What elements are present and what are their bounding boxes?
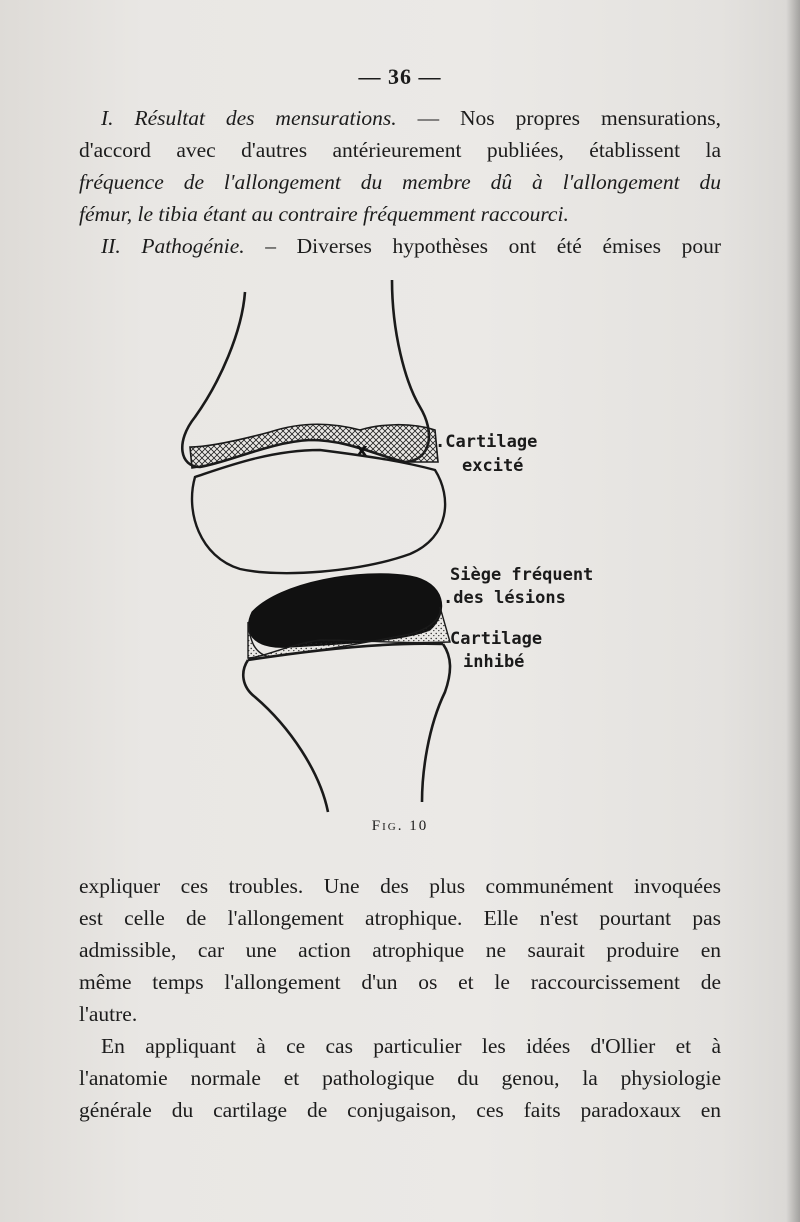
label-cartilage-excite-1: .Cartilage <box>435 432 538 452</box>
section-1-heading: I. Résultat des mensurations. <box>101 106 397 130</box>
knee-joint-diagram <box>160 272 680 817</box>
section-1-paragraph <box>79 102 721 262</box>
body-paragraph <box>79 870 721 1126</box>
body-line-3: admissible, car une action atrophique ne saurait produire en <box>79 938 721 962</box>
tibia-outline <box>243 644 450 812</box>
section-2-heading-line <box>79 230 721 262</box>
body-line-1: expliquer ces troubles. Une des plus communément invoquées <box>79 874 721 898</box>
label-siege-1: Siège fréquent <box>450 565 594 585</box>
section-1-line-1-text: — Nos propres mensurations, <box>396 106 721 130</box>
label-cartilage-inhibe-1: Cartilage <box>450 629 543 649</box>
epiphysis-outline <box>192 450 445 573</box>
page-edge-shadow <box>786 0 800 1222</box>
body-line-2: est celle de l'allongement atrophique. Elle n'est pourtant pas <box>79 906 721 930</box>
cartilage-marker-x: x <box>356 440 368 461</box>
section-2-heading-text: – Diverses hypothèses ont été émises pour <box>244 234 721 258</box>
section-1-line-4: fémur, le tibia étant au contraire fréquemment raccourci. <box>79 202 569 226</box>
label-cartilage-inhibe-2: inhibé <box>463 652 525 672</box>
knee-joint-figure <box>160 272 680 817</box>
section-1-line-2: d'accord avec d'autres antérieurement publiées, établissent la <box>79 138 721 162</box>
label-siege-2: .des lésions <box>443 588 566 608</box>
body-line-5: l'autre. <box>79 1002 138 1026</box>
section-1-line-1 <box>79 102 721 134</box>
label-cartilage-excite-2: excité <box>462 456 524 476</box>
page-number: — 36 — <box>358 64 442 89</box>
body-line-4: même temps l'allongement d'un os et le raccourcissement de <box>79 970 721 994</box>
body-line-6: En appliquant à ce cas particulier les idées d'Ollier et à <box>101 1034 721 1058</box>
body-line-8: générale du cartilage de conjugaison, ces faits paradoxaux en <box>79 1098 721 1122</box>
figure-caption: Fig. 10 <box>371 818 429 834</box>
section-1-line-3: fréquence de l'allongement du membre dû à l'allongement du <box>79 170 721 194</box>
section-2-heading: II. Pathogénie. <box>101 234 245 258</box>
body-line-7: l'anatomie normale et pathologique du genou, la physiologie <box>79 1066 721 1090</box>
